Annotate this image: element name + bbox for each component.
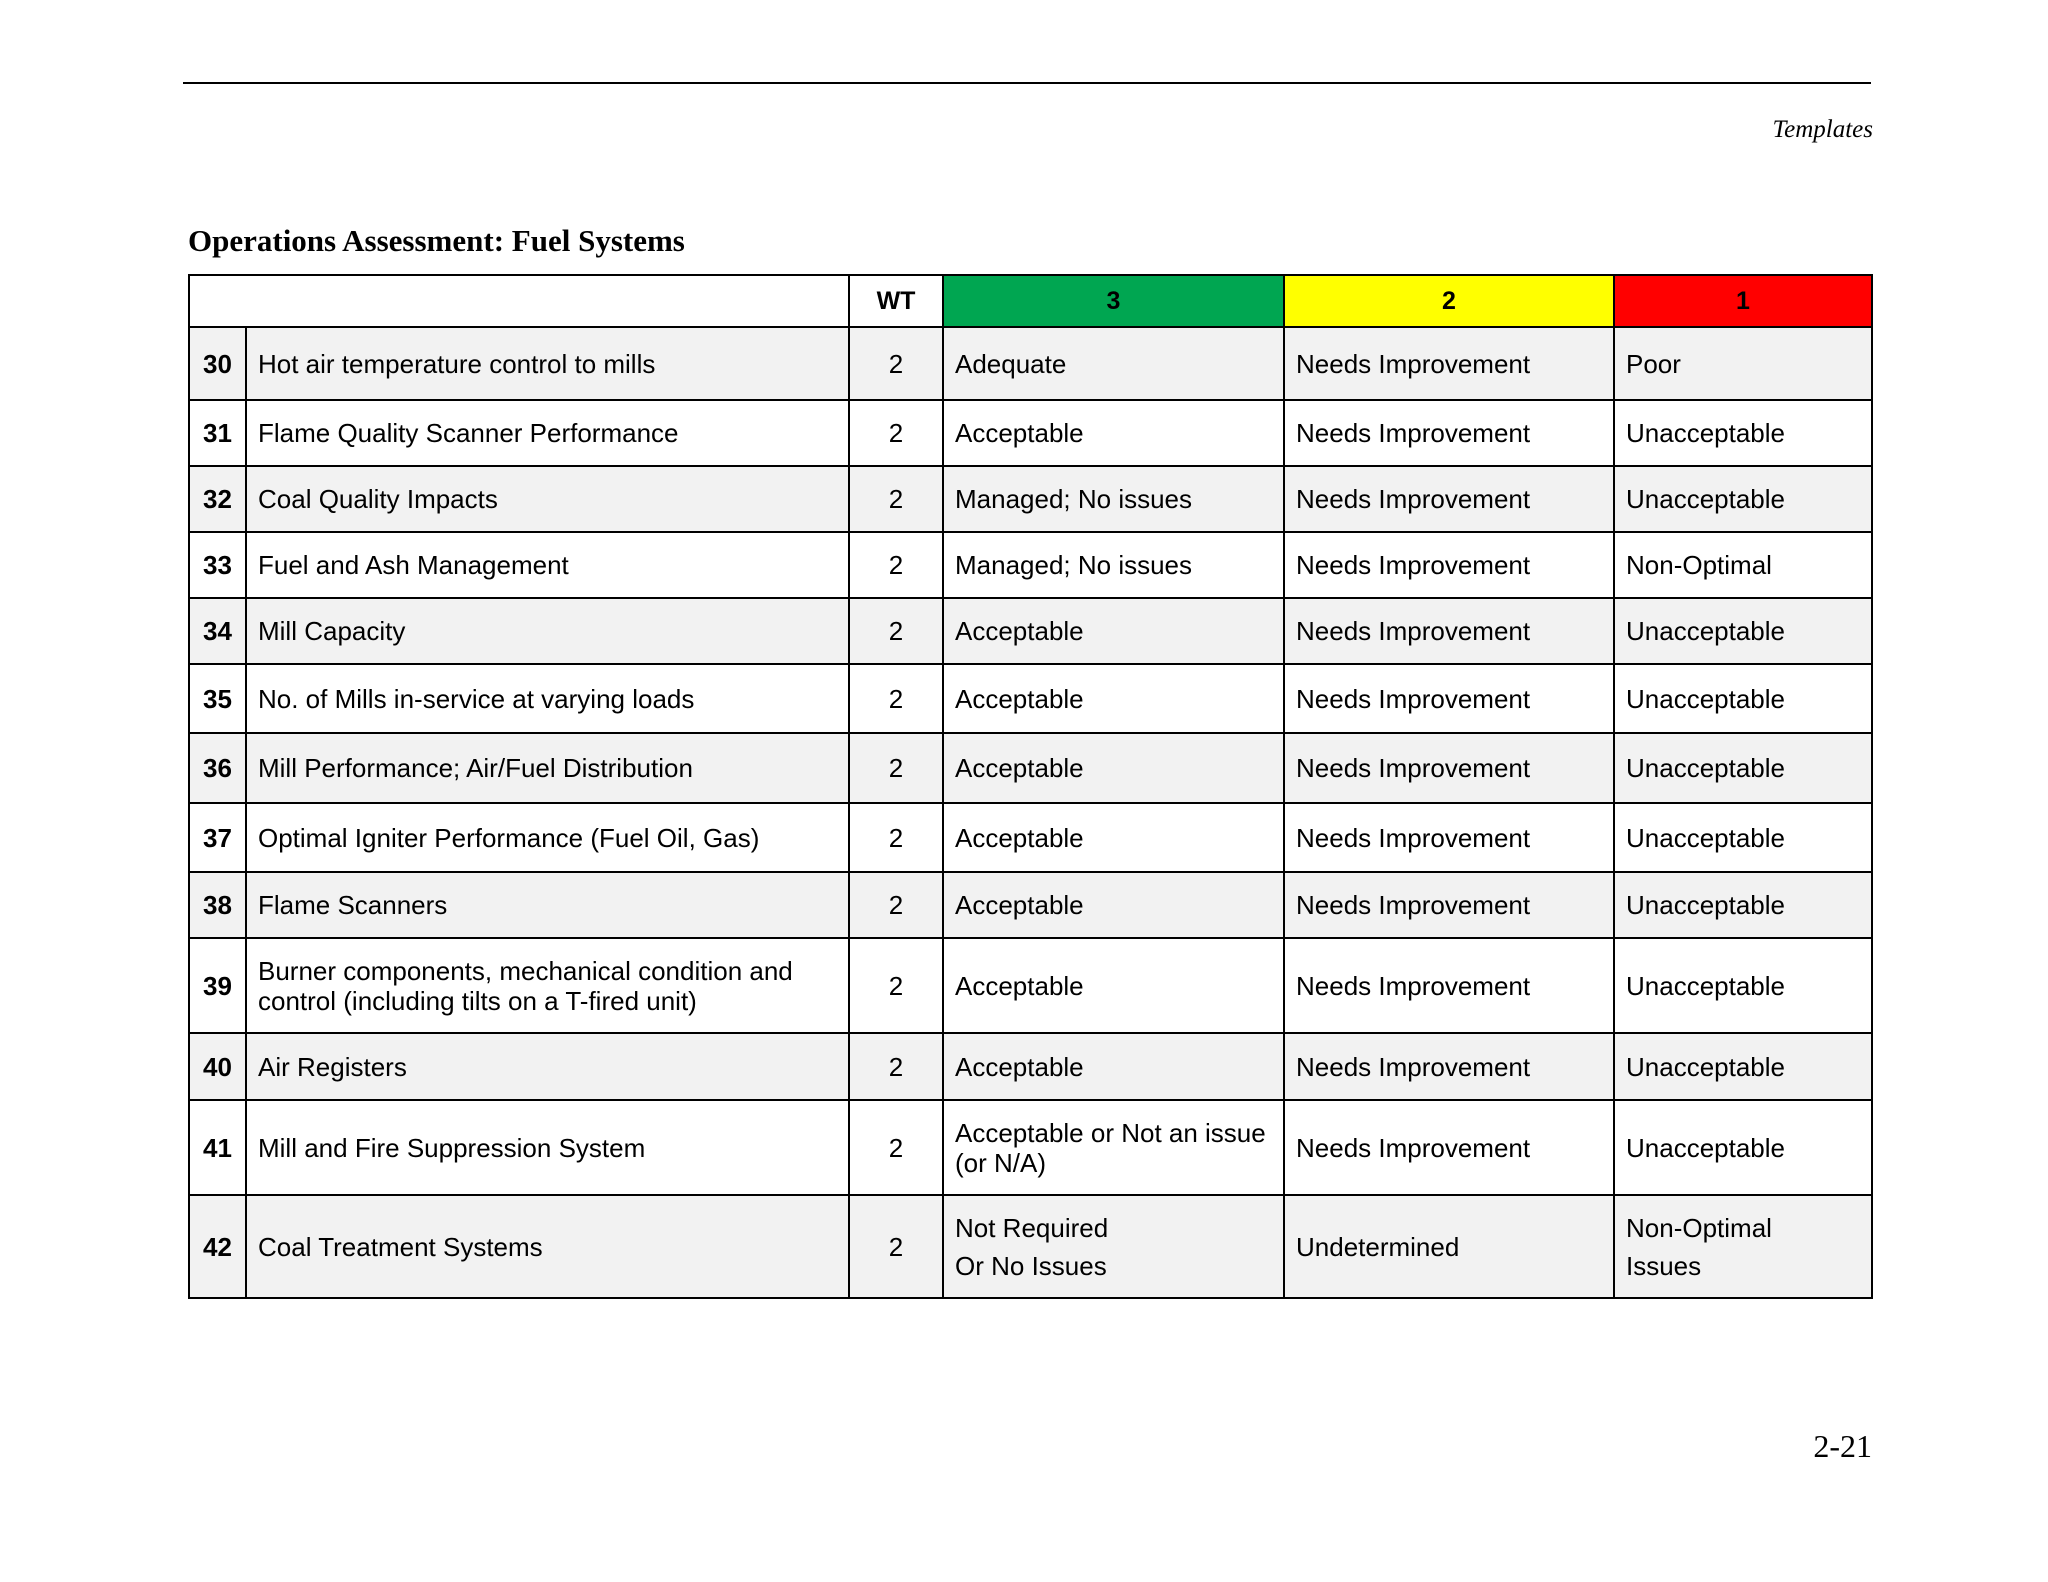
running-header: Templates (1772, 116, 1873, 143)
table-row (189, 327, 1872, 400)
row-score-1: Unacceptable (1614, 803, 1872, 872)
row-score-3: Acceptable (943, 803, 1284, 872)
row-score-2: Needs Improvement (1284, 872, 1614, 938)
row-item: Flame Quality Scanner Performance (246, 400, 849, 466)
row-item-line: control (including tilts on a T-fired unit) (258, 985, 697, 1016)
row-score-3: Adequate (943, 327, 1284, 400)
row-score-1: Unacceptable (1614, 664, 1872, 733)
row-score-1: Unacceptable (1614, 466, 1872, 532)
row-score-2: Needs Improvement (1284, 466, 1614, 532)
row-number: 31 (189, 400, 246, 466)
row-score-3: Managed; No issues (943, 532, 1284, 598)
table-row (189, 598, 1872, 664)
table-row (189, 803, 1872, 872)
table-row (189, 1100, 1872, 1195)
row-score-3 (943, 1100, 1284, 1195)
row-number: 34 (189, 598, 246, 664)
row-score-2: Needs Improvement (1284, 938, 1614, 1033)
row-number: 36 (189, 733, 246, 803)
row-score-2: Needs Improvement (1284, 327, 1614, 400)
row-weight: 2 (849, 327, 943, 400)
header-score-3-cell: 3 (943, 275, 1284, 327)
row-weight: 2 (849, 466, 943, 532)
row-score-3: Acceptable (943, 938, 1284, 1033)
row-score-1: Unacceptable (1614, 400, 1872, 466)
row-number: 32 (189, 466, 246, 532)
row-score-3-line: (or N/A) (955, 1147, 1046, 1178)
row-score-3: Managed; No issues (943, 466, 1284, 532)
assessment-table (188, 274, 1873, 1299)
row-item: Coal Treatment Systems (246, 1195, 849, 1298)
row-item: Mill and Fire Suppression System (246, 1100, 849, 1195)
row-score-2: Needs Improvement (1284, 733, 1614, 803)
row-item-line: Burner components, mechanical condition and (258, 955, 793, 986)
page-number: 2-21 (1813, 1428, 1872, 1464)
row-score-2: Undetermined (1284, 1195, 1614, 1298)
page-title: Operations Assessment: Fuel Systems (188, 223, 685, 258)
row-score-1: Unacceptable (1614, 598, 1872, 664)
table-row (189, 1033, 1872, 1100)
row-score-2: Needs Improvement (1284, 664, 1614, 733)
row-score-1: Unacceptable (1614, 733, 1872, 803)
header-score-1-cell: 1 (1614, 275, 1872, 327)
row-item: Optimal Igniter Performance (Fuel Oil, Gas) (246, 803, 849, 872)
row-score-1: Unacceptable (1614, 1033, 1872, 1100)
row-weight: 2 (849, 872, 943, 938)
row-number: 38 (189, 872, 246, 938)
row-number: 39 (189, 938, 246, 1033)
row-item (246, 938, 849, 1033)
row-score-2: Needs Improvement (1284, 598, 1614, 664)
row-weight: 2 (849, 532, 943, 598)
table-row (189, 532, 1872, 598)
row-weight: 2 (849, 400, 943, 466)
table-row (189, 872, 1872, 938)
row-score-3: Acceptable (943, 733, 1284, 803)
row-score-1: Unacceptable (1614, 1100, 1872, 1195)
row-score-3: Acceptable (943, 872, 1284, 938)
row-score-2: Needs Improvement (1284, 1033, 1614, 1100)
row-weight: 2 (849, 1033, 943, 1100)
row-number: 42 (189, 1195, 246, 1298)
row-score-3-line: Not Required (955, 1212, 1109, 1243)
row-score-1: Poor (1614, 327, 1872, 400)
row-score-1: Unacceptable (1614, 872, 1872, 938)
table-row (189, 733, 1872, 803)
row-number: 41 (189, 1100, 246, 1195)
row-weight: 2 (849, 664, 943, 733)
row-score-1: Unacceptable (1614, 938, 1872, 1033)
header-item-cell (189, 275, 849, 327)
row-score-1-line: Issues (1626, 1250, 1702, 1281)
row-number: 30 (189, 327, 246, 400)
row-weight: 2 (849, 733, 943, 803)
header-rule (183, 82, 1871, 84)
row-weight: 2 (849, 1195, 943, 1298)
row-score-3-line: Or No Issues (955, 1250, 1107, 1281)
row-number: 37 (189, 803, 246, 872)
row-score-3: Acceptable (943, 1033, 1284, 1100)
table-header-row (189, 275, 1872, 327)
row-item: Hot air temperature control to mills (246, 327, 849, 400)
table-row (189, 400, 1872, 466)
row-weight: 2 (849, 803, 943, 872)
row-score-3-line: Acceptable or Not an issue (955, 1117, 1266, 1148)
table-row (189, 466, 1872, 532)
table-row (189, 664, 1872, 733)
table-row (189, 1195, 1872, 1298)
row-item: Mill Performance; Air/Fuel Distribution (246, 733, 849, 803)
row-item: No. of Mills in-service at varying loads (246, 664, 849, 733)
row-score-2: Needs Improvement (1284, 400, 1614, 466)
row-score-3: Acceptable (943, 664, 1284, 733)
row-number: 35 (189, 664, 246, 733)
row-item: Coal Quality Impacts (246, 466, 849, 532)
row-score-2: Needs Improvement (1284, 1100, 1614, 1195)
row-weight: 2 (849, 1100, 943, 1195)
header-score-2-cell: 2 (1284, 275, 1614, 327)
row-score-2: Needs Improvement (1284, 803, 1614, 872)
row-score-2: Needs Improvement (1284, 532, 1614, 598)
row-item: Air Registers (246, 1033, 849, 1100)
table-row (189, 938, 1872, 1033)
row-item: Fuel and Ash Management (246, 532, 849, 598)
row-item: Mill Capacity (246, 598, 849, 664)
row-item: Flame Scanners (246, 872, 849, 938)
row-score-1-line: Non-Optimal (1626, 1212, 1772, 1243)
row-score-3: Acceptable (943, 598, 1284, 664)
row-weight: 2 (849, 938, 943, 1033)
header-weight-cell: WT (849, 275, 943, 327)
row-score-1: Non-Optimal (1614, 532, 1872, 598)
row-score-1 (1614, 1195, 1872, 1298)
row-number: 40 (189, 1033, 246, 1100)
row-score-3 (943, 1195, 1284, 1298)
row-number: 33 (189, 532, 246, 598)
row-weight: 2 (849, 598, 943, 664)
row-score-3: Acceptable (943, 400, 1284, 466)
